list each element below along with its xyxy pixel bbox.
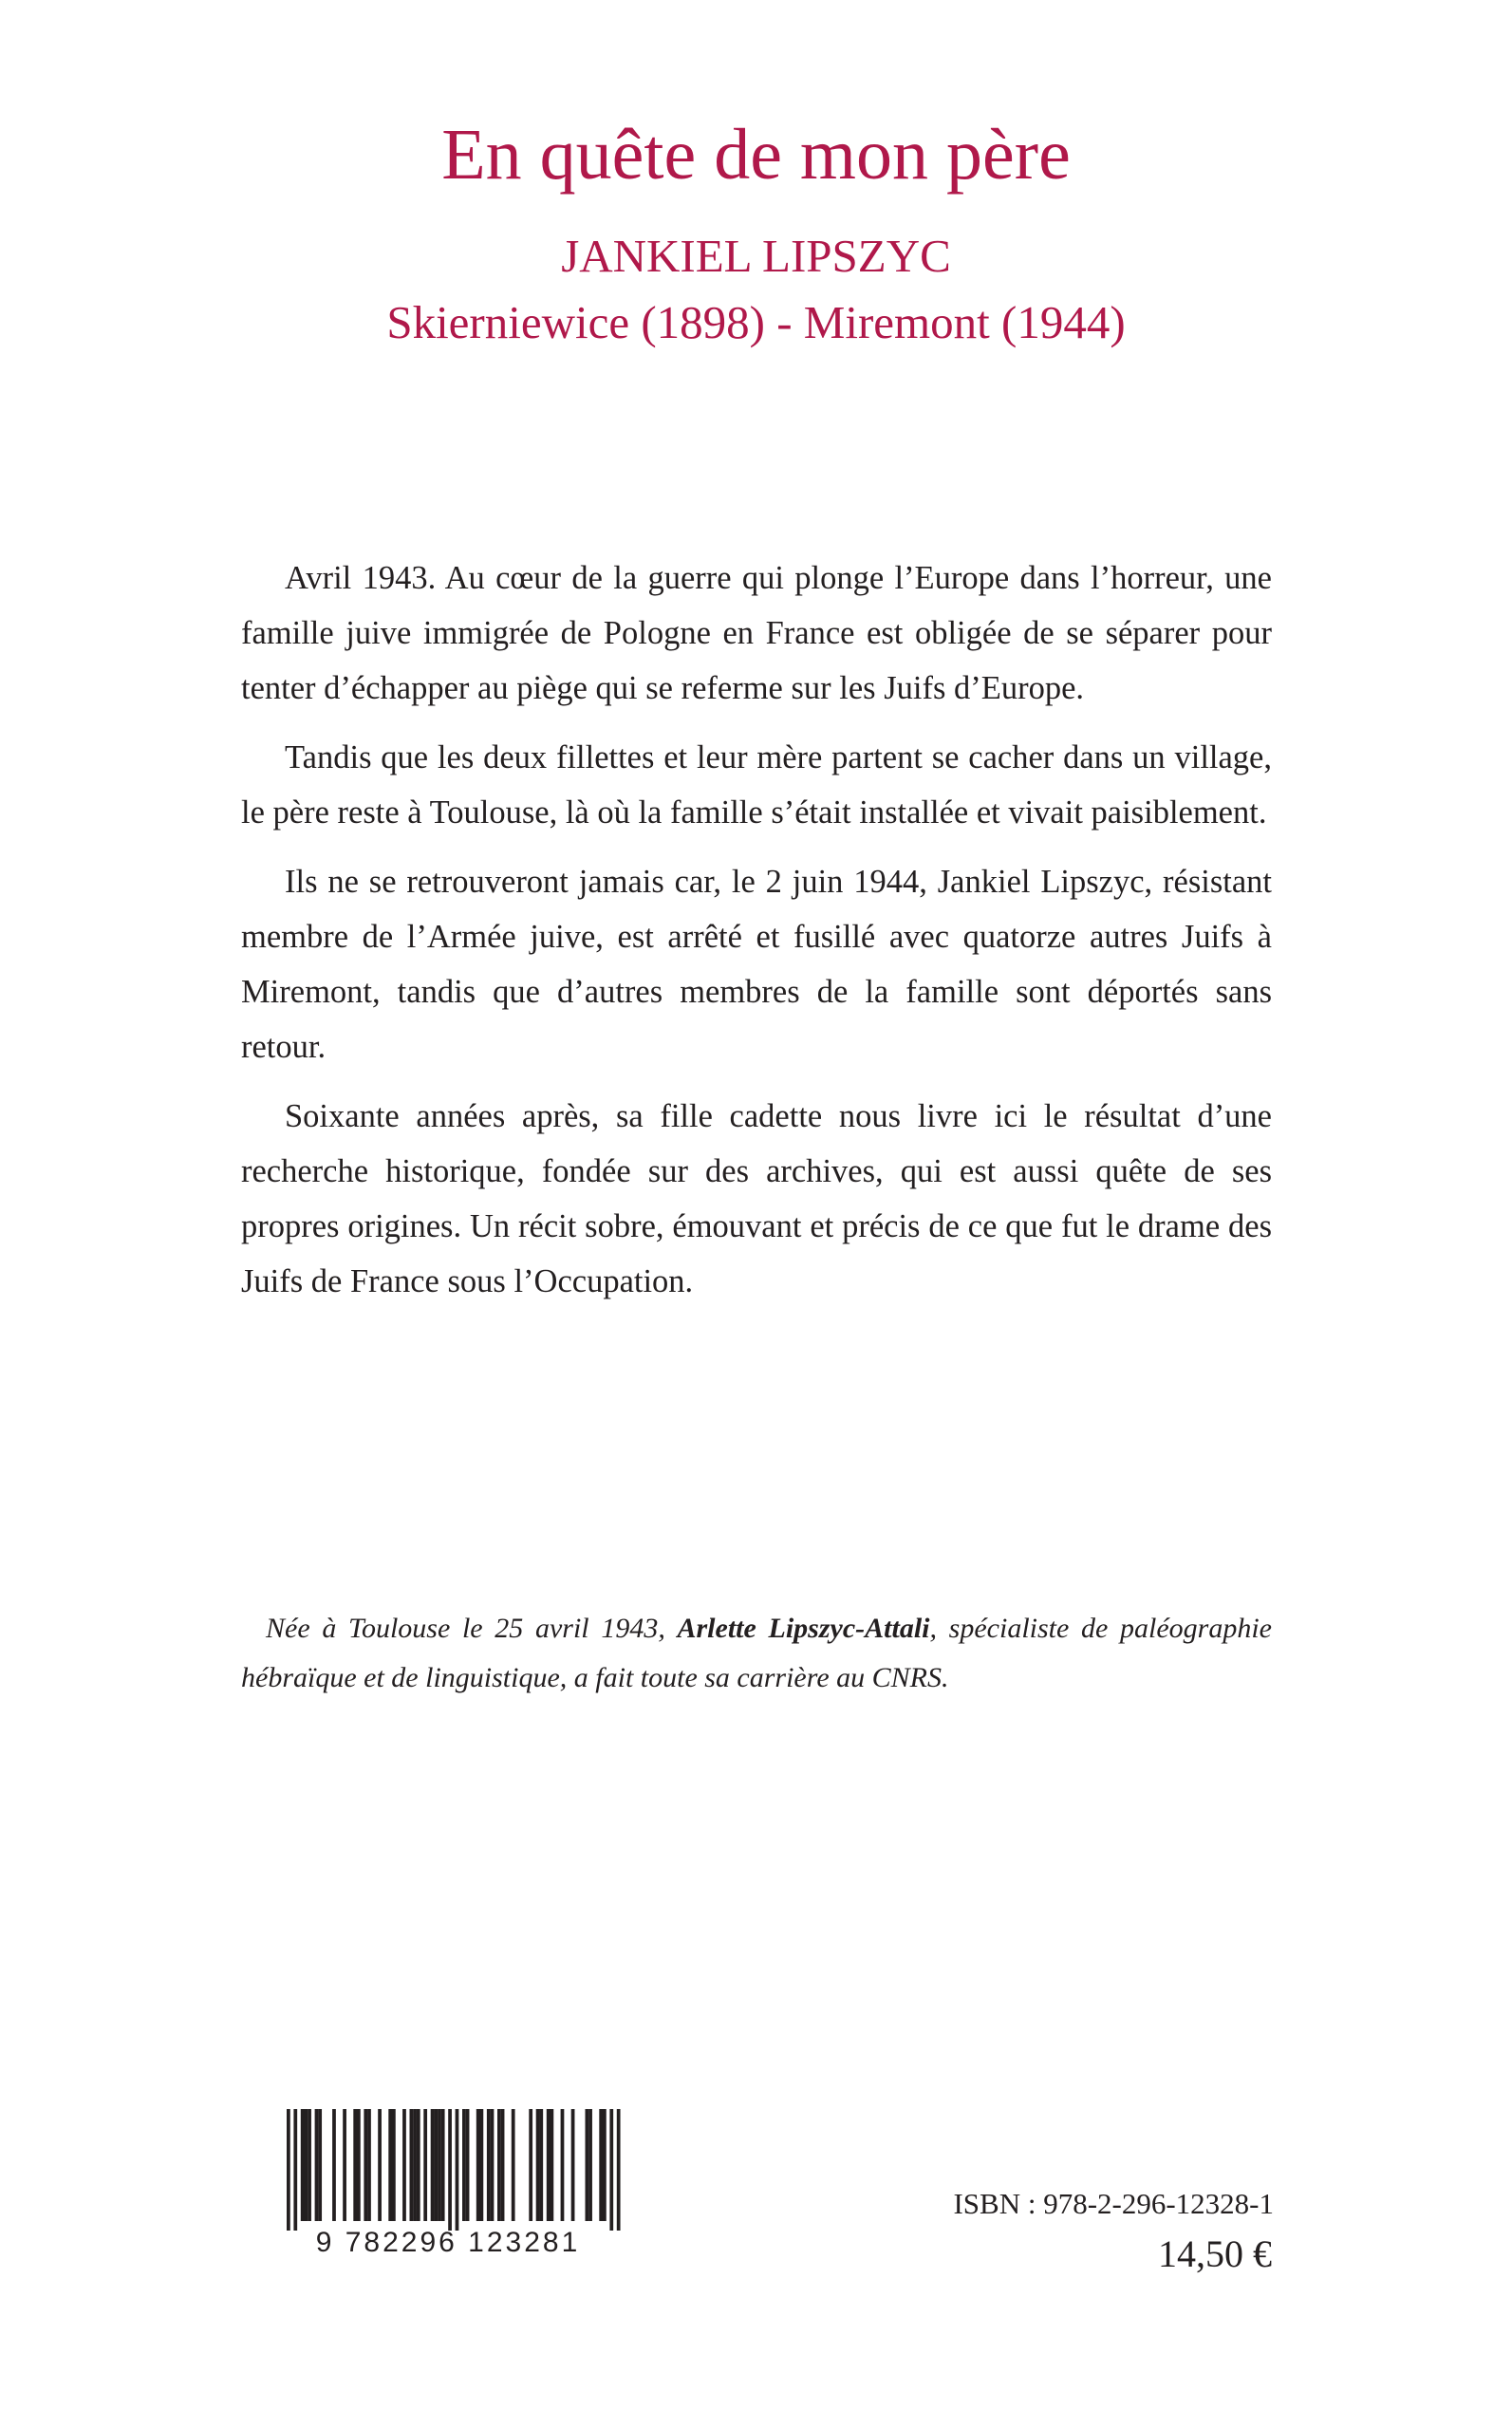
barcode-bar [599,2109,603,2221]
barcode-bar [353,2109,357,2221]
barcode-bar [491,2109,495,2221]
barcode-bar [501,2109,505,2221]
book-title: En quête de mon père [441,115,1071,195]
barcode-bar [392,2109,396,2221]
barcode-bar [357,2109,361,2221]
barcode-bar [476,2109,480,2221]
isbn-number: ISBN : 978-2-296-12328-1 [953,2187,1274,2220]
blurb-paragraph: Avril 1943. Au cœur de la guerre qui plonge l’Europe dans l’horreur, une famille juive immigrée de Pologne en France est obligée de se séparer pour tenter d’échapper au piège qui se referme sur les Juifs d’Europe. [241,560,1272,706]
subject-dates: Skierniewice (1898) - Miremont (1944) [386,296,1126,348]
blurb-paragraph: Soixante années après, sa fille cadette nous livre ici le résultat d’une recherche historique, fondée sur des archives, qui est aussi quête de ses propres origines. Un récit sobre, émouvant et précis de ce que fut le drame des Juifs de France sous l’Occupation. [241,1098,1272,1299]
barcode-bar [378,2109,382,2221]
barcode-bar [315,2109,319,2221]
book-price: 14,50 € [1158,2232,1272,2275]
barcode-bar [539,2109,543,2221]
author-bio-intro: Née à Toulouse le 25 avril 1943, [266,1613,678,1644]
barcode-bar [609,2109,613,2231]
barcode-bar [603,2109,607,2221]
author-bio-paragraph [241,1604,1272,1703]
barcode-bar [487,2109,491,2221]
barcode-bar [571,2109,575,2221]
barcode-bar [529,2109,532,2221]
barcode-graphic [258,2109,638,2256]
barcode-digits: 9 782296 123281 [315,2227,581,2256]
barcode-bar [536,2109,540,2221]
barcode-bar [434,2109,438,2221]
barcode-bar [462,2109,466,2221]
barcode-bar [551,2109,554,2221]
blurb-text [241,551,1272,1323]
barcode-bar [466,2109,470,2221]
barcode-bar [293,2109,297,2231]
barcode-bar [410,2109,414,2221]
barcode-bar [586,2109,589,2221]
barcode-bar [287,2109,290,2231]
barcode-bar [480,2109,484,2221]
barcode-bar [497,2109,501,2221]
barcode-bar [431,2109,435,2221]
barcode-bar [512,2109,515,2221]
barcode-bar [367,2109,371,2221]
barcode-bar [617,2109,621,2231]
author-name: Arlette Lipszyc-Attali [677,1613,930,1644]
barcode-bar [308,2109,311,2221]
barcode-bar [413,2109,417,2221]
barcode-bar [301,2109,305,2221]
subject-name: JANKIEL LIPSZYC [561,230,951,282]
isbn-barcode [258,2109,638,2256]
barcode-bar [448,2109,452,2231]
barcode-bar [588,2109,592,2221]
barcode-bar [332,2109,336,2221]
author-bio-details: , spécialiste de paléographie hébraïque et de linguistique, a fait toute sa carrière au CNRS. [241,1613,1272,1693]
barcode-bar [364,2109,367,2221]
barcode-bar [441,2109,445,2221]
barcode-bar [305,2109,308,2221]
barcode-bar [388,2109,392,2221]
barcode-bar [417,2109,420,2221]
barcode-bar [423,2109,427,2221]
barcode-bar [456,2109,459,2231]
blurb-paragraph: Tandis que les deux fillettes et leur mère partent se cacher dans un village, le père reste à Toulouse, là où la famille s’était installée et vivait paisiblement. [241,739,1272,831]
author-bio [241,1604,1272,1703]
barcode-bar [547,2109,551,2221]
barcode-bar [402,2109,406,2221]
barcode-bar [561,2109,565,2221]
barcode-bar [343,2109,346,2221]
barcode-bar [318,2109,322,2221]
barcode-bar [438,2109,441,2221]
blurb-paragraph: Ils ne se retrouveront jamais car, le 2 juin 1944, Jankiel Lipszyc, résistant membre de l’Armée juive, est arrêté et fusillé avec quatorze autres Juifs à Miremont, tandis que d’autres membres de la famille sont déportés sans retour. [241,864,1272,1065]
